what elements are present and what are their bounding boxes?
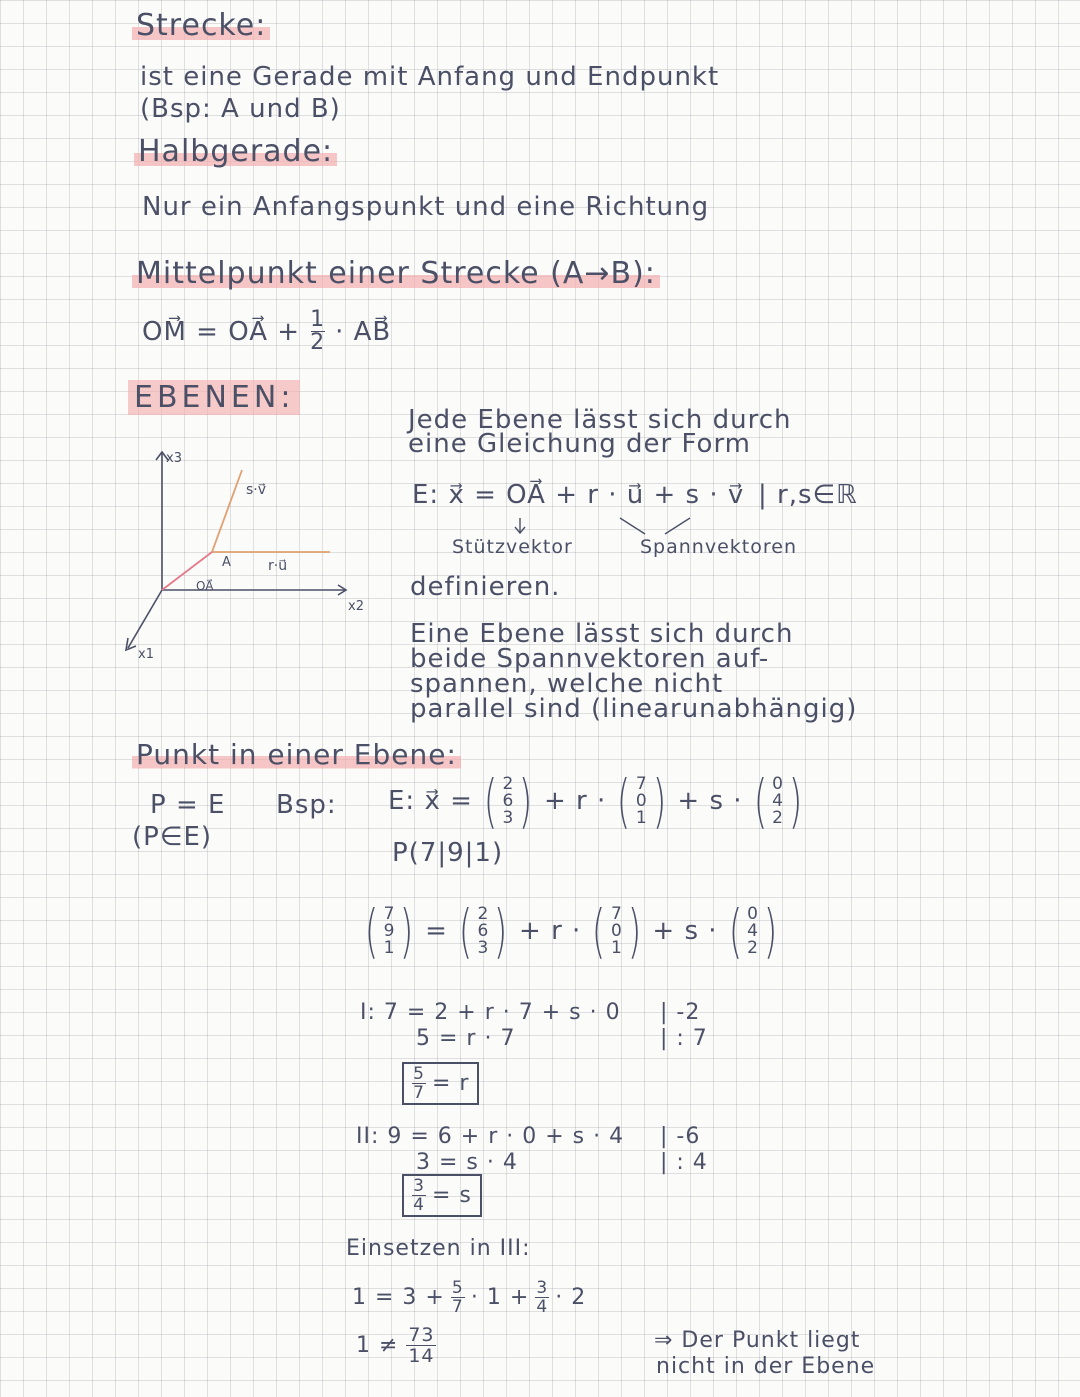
equation-ii: II: 9 = 6 + r · 0 + s · 4 bbox=[356, 1124, 625, 1149]
label-a: A bbox=[222, 555, 231, 570]
strecke-text-2: (Bsp: A und B) bbox=[140, 94, 341, 124]
substitution-span-vector-u: ( 7 0 1 ) bbox=[592, 897, 642, 965]
ebenen-description-line-4: parallel sind (linearunabhängig) bbox=[410, 694, 858, 724]
plane-equation: E: x⃗ = OA⃗ + r · u⃗ + s · v⃗ bbox=[412, 480, 745, 510]
mittelpunkt-rhs: · AB⃗ bbox=[335, 316, 392, 347]
substitution-plus-r: + r · bbox=[519, 916, 582, 946]
halbgerade-heading: Halbgerade: bbox=[134, 134, 337, 169]
label-sv: s·v⃗ bbox=[246, 482, 267, 498]
r-numerator: 5 bbox=[413, 1064, 425, 1084]
check-end: · 2 bbox=[555, 1285, 587, 1310]
s-numerator: 3 bbox=[413, 1176, 425, 1196]
result-r-box bbox=[402, 1062, 479, 1105]
punkt-condition-symbol: (P∈E) bbox=[132, 822, 213, 852]
punkt-example-label: Bsp: bbox=[276, 790, 337, 820]
plane-diagram bbox=[120, 440, 390, 670]
equation-ii-simplified: 3 = s · 4 bbox=[416, 1150, 518, 1175]
check-lhs: 1 = 3 + bbox=[352, 1285, 445, 1310]
mittelpunkt-fraction bbox=[310, 307, 326, 355]
check-result bbox=[356, 1326, 436, 1365]
check-s-fraction: $\frac{3}{4}$ bbox=[536, 1278, 549, 1317]
label-x3: x3 bbox=[166, 451, 182, 466]
result-numerator: 73 bbox=[408, 1324, 435, 1346]
substitution-equals: = bbox=[425, 916, 448, 946]
label-x2: x2 bbox=[348, 599, 364, 614]
equation-ii-operation: | -6 bbox=[660, 1124, 701, 1149]
s-denominator: 4 bbox=[413, 1195, 425, 1215]
ebenen-heading: EBENEN: bbox=[128, 380, 300, 415]
substitution-equation bbox=[360, 897, 783, 965]
ebenen-description-line-2: beide Spannvektoren auf- bbox=[410, 644, 770, 674]
label-stuetzvektor: Stützvektor bbox=[452, 536, 573, 558]
check-result-lhs: 1 ≠ bbox=[356, 1333, 399, 1358]
label-spannvektoren: Spannvektoren bbox=[640, 536, 797, 558]
label-x1: x1 bbox=[138, 647, 154, 662]
conclusion-line-2: nicht in der Ebene bbox=[656, 1354, 876, 1379]
example-plane-equation bbox=[388, 767, 808, 835]
check-middle: · 1 + bbox=[470, 1285, 530, 1310]
equation-i-simplified-operation: | : 7 bbox=[660, 1026, 708, 1051]
ebenen-intro-line-2: eine Gleichung der Form bbox=[408, 429, 751, 459]
mittelpunkt-heading: Mittelpunkt einer Strecke (A→B): bbox=[132, 256, 660, 291]
substitution-span-vector-v: ( 0 4 2 ) bbox=[728, 897, 778, 965]
substitution-support-vector: ( 2 6 3 ) bbox=[458, 897, 509, 965]
substitution-plus-s: + s · bbox=[652, 916, 718, 946]
ebenen-description-line-3: spannen, welche nicht bbox=[410, 669, 724, 699]
mittelpunkt-formula bbox=[142, 307, 392, 355]
conclusion bbox=[654, 1328, 875, 1380]
ebenen-description bbox=[410, 619, 858, 724]
r-fraction bbox=[412, 1066, 426, 1101]
example-support-vector: ( 2 6 3 ) bbox=[483, 767, 534, 835]
example-eq-prefix: E: x⃗ = bbox=[388, 786, 473, 816]
punkt-heading: Punkt in einer Ebene: bbox=[132, 738, 461, 771]
example-plus-r: + r · bbox=[544, 786, 607, 816]
equation-i-operation: | -2 bbox=[660, 1000, 701, 1025]
ebenen-definieren: definieren. bbox=[410, 572, 561, 602]
point-vector: ( 7 9 1 ) bbox=[364, 897, 415, 965]
ebenen-description-line-1: Eine Ebene lässt sich durch bbox=[410, 619, 794, 649]
ebenen-intro bbox=[408, 405, 792, 459]
fraction-denominator: 2 bbox=[310, 330, 326, 355]
r-denominator: 7 bbox=[413, 1083, 425, 1103]
example-plus-s: + s · bbox=[677, 786, 743, 816]
halbgerade-text: Nur ein Anfangspunkt und eine Richtung bbox=[142, 192, 710, 222]
strecke-text-1: ist eine Gerade mit Anfang und Endpunkt bbox=[140, 62, 720, 92]
conclusion-line-1: ⇒ Der Punkt liegt bbox=[654, 1328, 861, 1353]
s-fraction bbox=[412, 1178, 426, 1213]
example-span-vector-u: ( 7 0 1 ) bbox=[617, 767, 667, 835]
plane-equation-domain: | r,s∈ℝ bbox=[758, 480, 858, 510]
example-span-vector-v: ( 0 4 2 ) bbox=[753, 767, 803, 835]
check-equation-iii bbox=[352, 1280, 586, 1315]
fraction-numerator: 1 bbox=[310, 307, 326, 332]
label-oa: OA⃗ bbox=[196, 579, 214, 593]
result-s-box bbox=[402, 1174, 482, 1217]
result-denominator: 14 bbox=[408, 1345, 435, 1367]
s-result-text: = s bbox=[432, 1183, 472, 1208]
span-vector-v bbox=[212, 470, 242, 552]
check-r-fraction: $\frac{5}{7}$ bbox=[451, 1278, 464, 1317]
einsetzen-label: Einsetzen in III: bbox=[346, 1236, 531, 1261]
mittelpunkt-lhs: OM⃗ = OA⃗ + bbox=[142, 316, 301, 347]
r-result-text: = r bbox=[432, 1071, 470, 1096]
equation-ii-simplified-operation: | : 4 bbox=[660, 1150, 708, 1175]
equation-i: I: 7 = 2 + r · 7 + s · 0 bbox=[360, 1000, 621, 1025]
equation-i-simplified: 5 = r · 7 bbox=[416, 1026, 516, 1051]
label-ru: r·u⃗ bbox=[268, 558, 288, 574]
axis-x1-line bbox=[128, 590, 162, 648]
punkt-condition: P = E bbox=[150, 790, 226, 820]
strecke-heading: Strecke: bbox=[132, 8, 270, 43]
check-result-fraction bbox=[406, 1326, 436, 1365]
example-point: P(7|9|1) bbox=[392, 838, 504, 868]
ebenen-intro-line-1: Jede Ebene lässt sich durch bbox=[408, 405, 792, 435]
